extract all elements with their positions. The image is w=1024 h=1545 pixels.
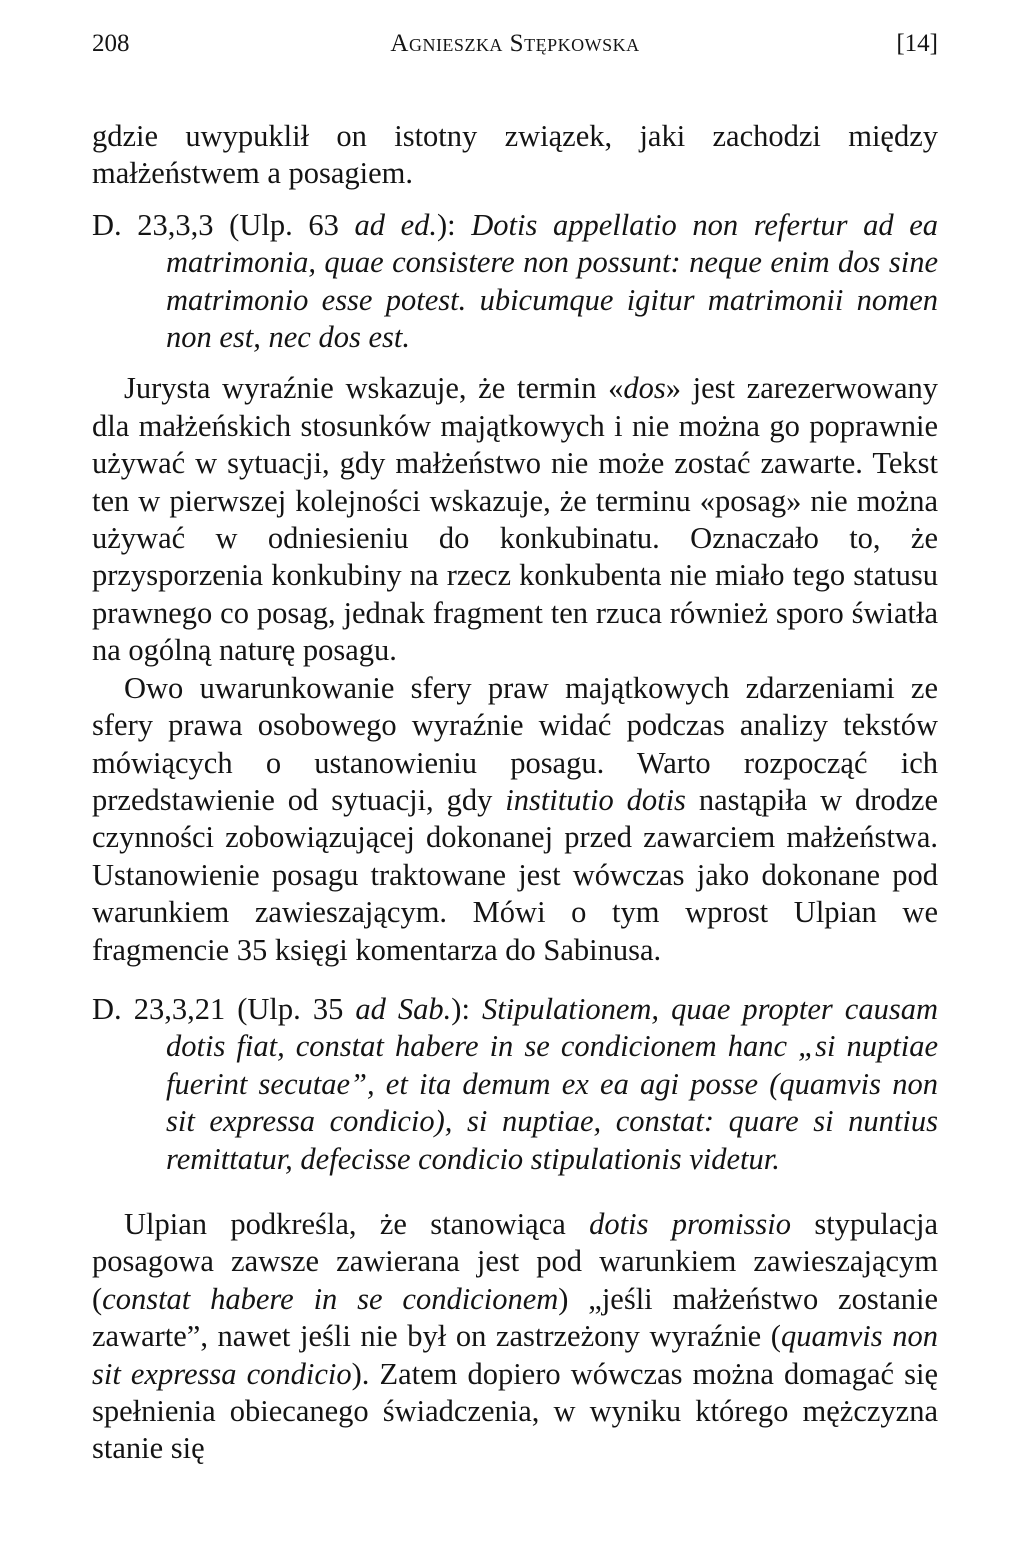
quote-2-reference: D. 23,3,21 (Ulp. 35: [92, 991, 356, 1026]
running-head: [92, 30, 938, 70]
paragraph-3: Owo uwarunkowanie sfery praw majątkowych zdarzeniami ze sfery prawa osobowego wyraźnie widać podczas analizy tekstów mówiących o ustanowieniu posagu. Warto rozpocząć ich przedstawienie od sytuacji, gdy institutio dotis nastąpiła w drodze czynności zobowiązującej dokonanej przed zawarciem małżeństwa. Ustanowienie posagu traktowane jest wówczas jako dokonane pod warunkiem zawieszającym. Mówi o tym wprost Ulpian we fragmencie 35 księgi komentarza do Sabinusa.: [92, 670, 939, 967]
paragraph-2: Jurysta wyraźnie wskazuje, że termin «dos» jest zarezerwowany dla małżeńskich stosunków majątkowych i nie można go poprawnie używać w sytuacji, gdy małżeństwo nie może zostać zawarte. Tekst ten w pierwszej kolejności wskazuje, że terminu «posag» nie można używać w odniesieniu do konkubinatu. Oznaczało to, że przysporzenia konkubiny na rzecz konkubenta nie miało tego statusu prawnego co posag, jednak fragment ten rzuca również sporo światła na ogólną naturę posagu.: [92, 371, 938, 668]
book-page: [92, 30, 938, 1468]
quote-1-latin-text: Dotis appellatio non refertur ad ea matrimonia, quae consistere non possunt: neque enim dos sine matrimonio esse potest. ubicumque igitur matrimonii nomen non est, nec dos est.: [166, 207, 938, 355]
paragraph-1: gdzie uwypuklił on istotny związek, jaki zachodzi między małżeństwem a posagiem.: [92, 119, 938, 191]
quote-1-reference: D. 23,3,3 (Ulp. 63: [92, 207, 355, 242]
paragraph-4: Ulpian podkreśla, że stanowiąca dotis promissio stypulacja posagowa zawsze zawierana jest pod warunkiem zawieszającym (constat habere in se condicionem) „jeśli małżeństwo zostanie zawarte”, nawet jeśli nie był on zastrzeżony wyraźnie (quamvis non sit expressa condicio). Zatem dopiero wówczas można domagać się spełnienia obiecanego świadczenia, w wyniku którego mężczyzna stanie się: [92, 1206, 938, 1466]
body-text: [92, 118, 938, 1468]
author-name: Agnieszka Stępkowska: [390, 30, 640, 57]
page-number: 208: [92, 30, 130, 57]
source-quote-1: D. 23,3,3 (Ulp. 63 ad ed.): Dotis appellatio non refertur ad ea matrimonia, quae consistere non possunt: neque enim dos sine matrimonio esse potest. ubicumque igitur matrimonii nomen non est, nec dos est.: [92, 207, 938, 355]
quote-2-latin-text: Stipulationem, quae propter causam dotis fiat, constat habere in se condicionem hanc „si nuptiae fuerint secutae”, et ita demum ex ea agi posse (quamvis non sit expressa condicio), si nuptiae, constat: quare si nuntius remittatur, defecisse condicio stipulationis videtur.: [166, 991, 938, 1176]
source-quote-2: D. 23,3,21 (Ulp. 35 ad Sab.): Stipulationem, quae propter causam dotis fiat, constat habere in se condicionem hanc „si nuptiae fuerint secutae”, et ita demum ex ea agi posse (quamvis non sit expressa condicio), si nuptiae, constat: quare si nuntius remittatur, defecisse condicio stipulationis videtur.: [92, 991, 938, 1176]
section-reference: [14]: [896, 30, 938, 57]
